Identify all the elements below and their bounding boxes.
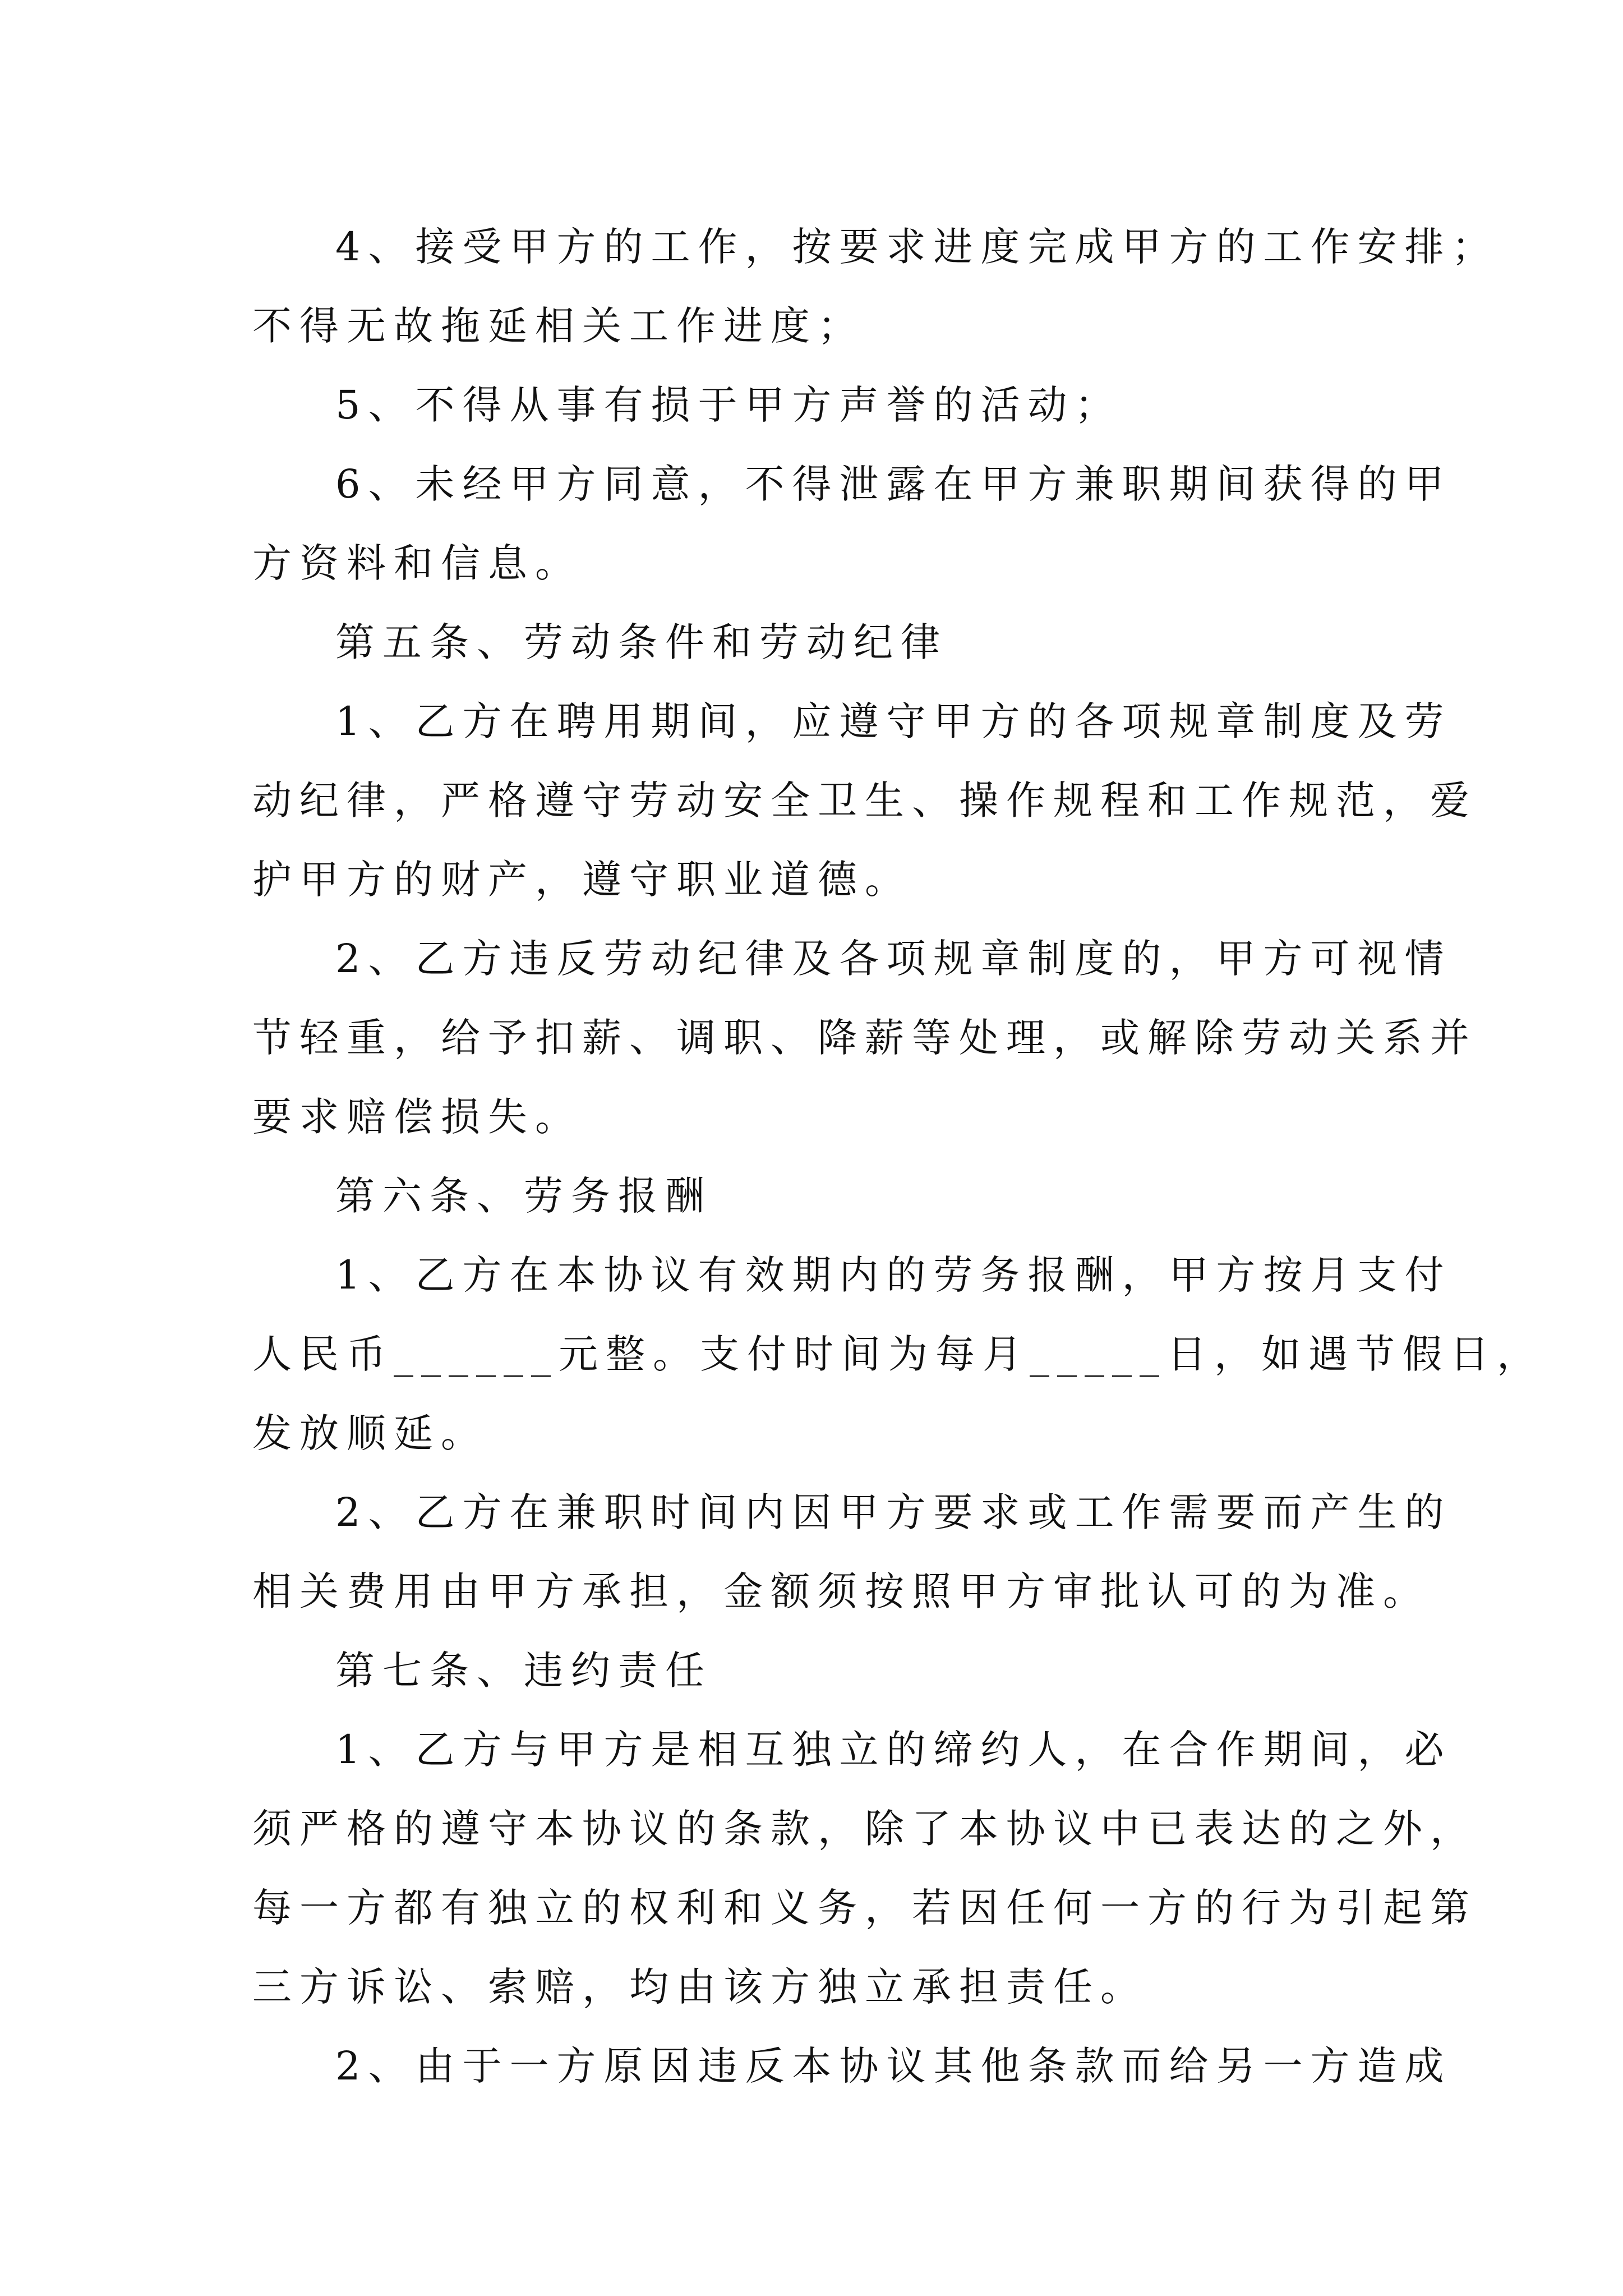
paragraph-line: 三方诉讼、索赔，均由该方独立承担责任。 <box>252 1964 1147 2010</box>
section-heading: 第七条、违约责任 <box>335 1648 712 1694</box>
paragraph-line: 4、接受甲方的工作，按要求进度完成甲方的工作安排； <box>335 224 1499 270</box>
paragraph-line: 6、未经甲方同意，不得泄露在甲方兼职期间获得的甲 <box>335 461 1452 507</box>
amount-blank: ______ <box>394 1331 559 1377</box>
paragraph-line: 1、乙方与甲方是相互独立的缔约人，在合作期间，必 <box>335 1727 1452 1773</box>
paragraph-line: 1、乙方在本协议有效期内的劳务报酬，甲方按月支付 <box>335 1252 1452 1298</box>
line-text-after: 日，如遇节假日， <box>1167 1331 1544 1377</box>
section-heading: 第五条、劳动条件和劳动纪律 <box>335 619 948 665</box>
paragraph-line: 每一方都有独立的权利和义务，若因任何一方的行为引起第 <box>252 1885 1477 1931</box>
paragraph-line: 5、不得从事有损于甲方声誉的活动； <box>335 382 1122 428</box>
paragraph-line: 1、乙方在聘用期间，应遵守甲方的各项规章制度及劳 <box>335 698 1452 744</box>
paragraph-line: 不得无故拖延相关工作进度； <box>252 303 865 349</box>
section-heading: 第六条、劳务报酬 <box>335 1173 712 1219</box>
paragraph-line: 节轻重，给予扣薪、调职、降薪等处理，或解除劳动关系并 <box>252 1015 1477 1061</box>
paragraph-line: 相关费用由甲方承担，金额须按照甲方审批认可的为准。 <box>252 1568 1430 1614</box>
paragraph-line: 发放顺延。 <box>252 1410 488 1456</box>
line-text-before: 人民币 <box>252 1331 394 1377</box>
paragraph-line: 方资料和信息。 <box>252 540 582 586</box>
paragraph-line: 2、由于一方原因违反本协议其他条款而给另一方造成 <box>335 2043 1452 2089</box>
paragraph-line: 2、乙方在兼职时间内因甲方要求或工作需要而产生的 <box>335 1489 1452 1535</box>
paragraph-line: 须严格的遵守本协议的条款，除了本协议中已表达的之外， <box>252 1806 1477 1852</box>
paragraph-line-with-blanks <box>252 1315 1544 1393</box>
paragraph-line: 动纪律，严格遵守劳动安全卫生、操作规程和工作规范，爱 <box>252 777 1477 823</box>
day-blank: _____ <box>1030 1331 1167 1377</box>
paragraph-line: 要求赔偿损失。 <box>252 1094 582 1140</box>
line-text-middle: 元整。支付时间为每月 <box>559 1331 1030 1377</box>
paragraph-line: 2、乙方违反劳动纪律及各项规章制度的，甲方可视情 <box>335 936 1452 982</box>
paragraph-line: 护甲方的财产，遵守职业道德。 <box>252 857 912 903</box>
